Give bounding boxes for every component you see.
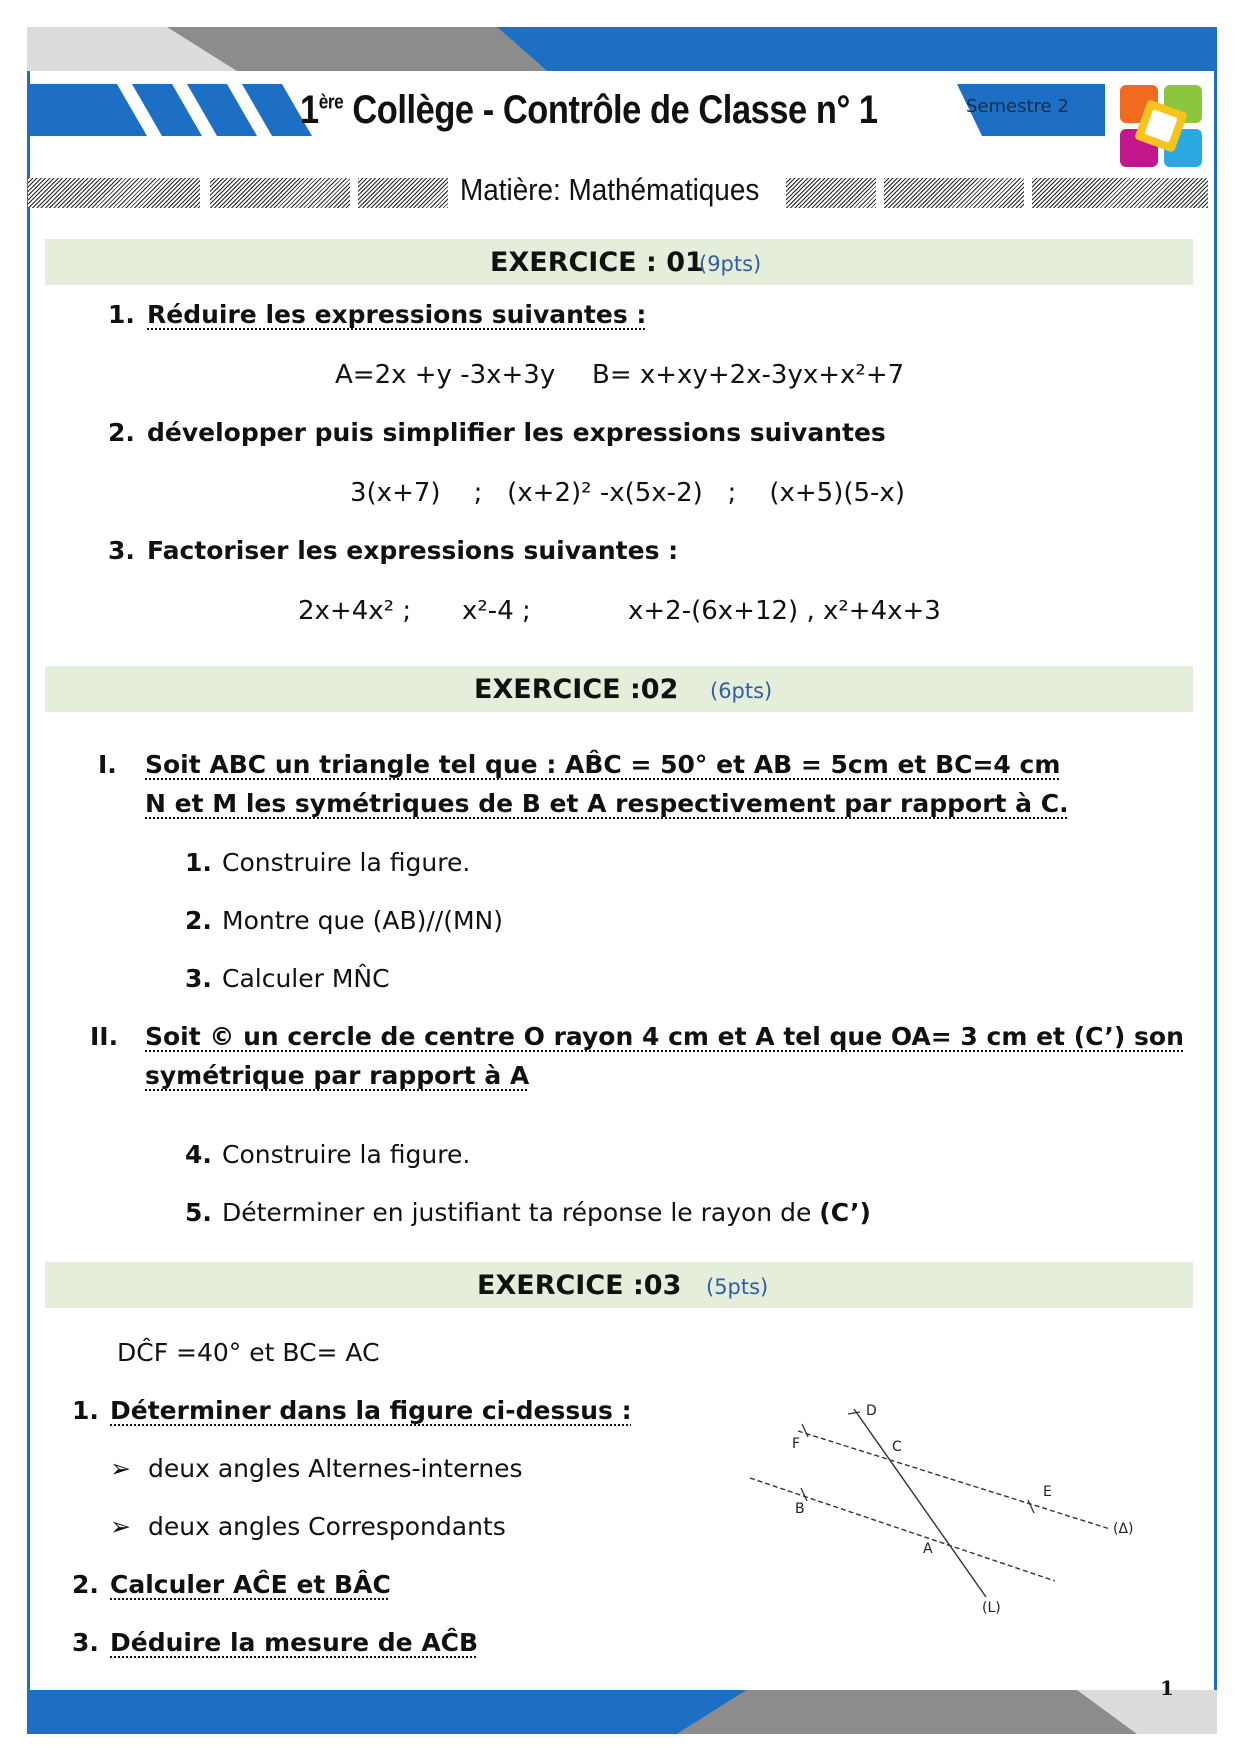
label-D: D xyxy=(866,1403,877,1419)
label-B: B xyxy=(795,1501,805,1517)
exercise-2-header xyxy=(45,666,1193,712)
expressions-develop: 3(x+7) ; (x+2)² -x(5x-2) ; (x+5)(5-x) xyxy=(350,478,905,508)
exercise-title: EXERCICE : 01 xyxy=(490,247,704,278)
exercise-points: (6pts) xyxy=(710,679,773,703)
question-number: 3. xyxy=(108,536,135,565)
exercise-points: (9pts) xyxy=(699,252,762,276)
expression-factor-2: x²-4 ; xyxy=(462,596,531,626)
geometry-figure xyxy=(740,1395,1160,1625)
item-number: 3. xyxy=(185,964,212,993)
item-text: Calculer MN̂C xyxy=(222,964,390,993)
label-F: F xyxy=(792,1436,801,1452)
exercise-title: EXERCICE :03 xyxy=(477,1270,682,1301)
hatch-decor xyxy=(358,178,448,208)
subject-label: Matière: Mathématiques xyxy=(460,172,760,207)
label-A: A xyxy=(923,1541,933,1557)
hatch-decor xyxy=(884,178,1024,208)
question-2: Calculer AĈE et BÂC xyxy=(110,1570,391,1599)
item-number: 4. xyxy=(185,1140,212,1169)
part-1-statement-line-2: N et M les symétriques de B et A respectivement par rapport à C. xyxy=(145,789,1069,818)
expression-factor-1: 2x+4x² ; xyxy=(298,596,412,626)
part-1-statement-line-1: Soit ABC un triangle tel que : AB̂C = 50° et AB = 5cm et BC=4 cm xyxy=(145,750,1061,779)
line-parallel xyxy=(750,1478,1055,1581)
item-text: Montre que (AB)//(MN) xyxy=(222,906,503,935)
expression-factor-3: x+2-(6x+12) , x²+4x+3 xyxy=(628,596,941,626)
bullet-item: deux angles Alternes-internes xyxy=(148,1454,523,1483)
question-1: Réduire les expressions suivantes : xyxy=(147,300,647,329)
label-L: (L) xyxy=(982,1600,1001,1616)
item-text: Construire la figure. xyxy=(222,848,471,877)
given-data: DĈF =40° et BC= AC xyxy=(117,1338,380,1367)
exercise-1-header xyxy=(45,239,1193,285)
expression-a: A=2x +y -3x+3y xyxy=(335,360,556,390)
bullet-item: deux angles Correspondants xyxy=(148,1512,506,1541)
bottom-decor-strip xyxy=(27,1690,1217,1734)
question-2: développer puis simplifier les expressions suivantes xyxy=(147,418,886,447)
label-E: E xyxy=(1043,1484,1052,1500)
line-L xyxy=(854,1409,986,1597)
expression-b: B= x+xy+2x-3yx+x²+7 xyxy=(592,360,905,390)
label-delta: (Δ) xyxy=(1113,1521,1134,1537)
line-delta xyxy=(798,1431,1110,1529)
item-number: 2. xyxy=(185,906,212,935)
exercise-title: EXERCICE :02 xyxy=(474,674,679,705)
item-number: 5. xyxy=(185,1198,212,1227)
semestre-label: Semestre 2 xyxy=(966,96,1069,117)
hatch-decor xyxy=(786,178,876,208)
question-number: 3. xyxy=(72,1628,99,1657)
question-number: 2. xyxy=(72,1570,99,1599)
exercise-points: (5pts) xyxy=(706,1275,769,1299)
bullet-arrow-icon: ➢ xyxy=(110,1512,131,1541)
hatch-decor xyxy=(28,178,200,208)
hatch-decor xyxy=(1032,178,1208,208)
exercise-3-header xyxy=(45,1262,1193,1308)
item-text: Construire la figure. xyxy=(222,1140,471,1169)
label-C: C xyxy=(892,1439,902,1455)
question-number: 2. xyxy=(108,418,135,447)
question-number: 1. xyxy=(72,1396,99,1425)
part-number: I. xyxy=(98,750,117,779)
page-title: 1ère Collège - Contrôle de Classe n° 1 xyxy=(300,88,878,132)
hatch-decor xyxy=(210,178,350,208)
question-number: 1. xyxy=(108,300,135,329)
bullet-arrow-icon: ➢ xyxy=(110,1454,131,1483)
item-number: 1. xyxy=(185,848,212,877)
page-number: 1 xyxy=(1160,1676,1174,1700)
school-logo-icon xyxy=(1118,83,1204,169)
item-text: Déterminer en justifiant ta réponse le rayon de (C’) xyxy=(222,1198,871,1227)
top-decor-strip xyxy=(27,27,1217,71)
part-2-statement-line-2: symétrique par rapport à A xyxy=(145,1061,530,1090)
question-1: Déterminer dans la figure ci-dessus : xyxy=(110,1396,632,1425)
question-3: Déduire la mesure de AĈB xyxy=(110,1628,479,1657)
part-number: II. xyxy=(90,1022,119,1051)
part-2-statement-line-1: Soit © un cercle de centre O rayon 4 cm et A tel que OA= 3 cm et (C’) son xyxy=(145,1022,1184,1051)
question-3: Factoriser les expressions suivantes : xyxy=(147,536,679,565)
